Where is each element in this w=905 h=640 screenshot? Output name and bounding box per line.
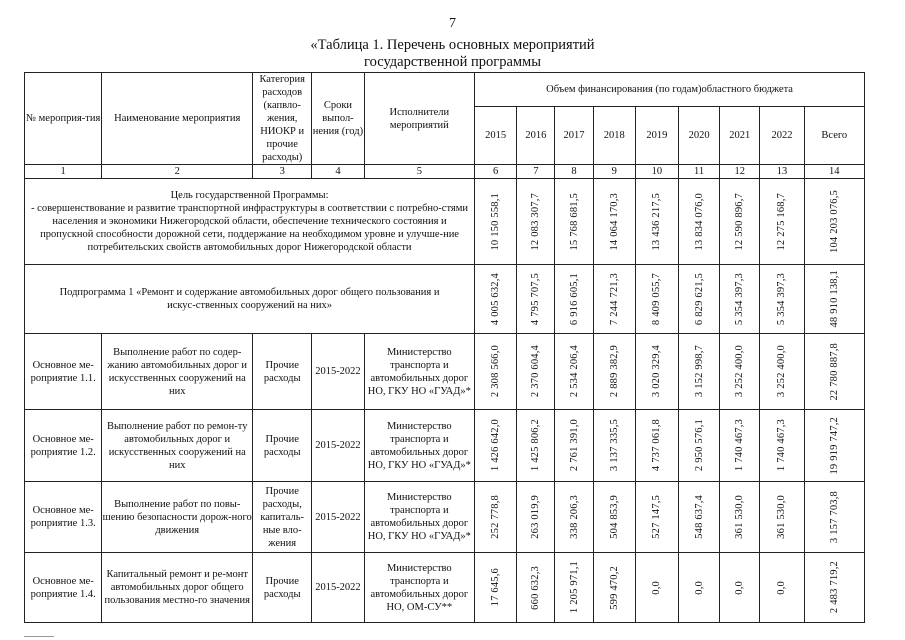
goal-row bbox=[25, 179, 865, 265]
goal-text: Цель государственной Программы: - совершенствование и развитие транспортной инфраструктуры в соответствии с потребно-стями населения и экономики Нижегородской области, обеспечение технического состояния и пропускной способности дорожной сети, поддержание на необходимом уровне и улучше-ние потребительских свойств автомобильных дорог Нижегородской области bbox=[25, 179, 475, 265]
header-year: 2021 bbox=[720, 107, 760, 165]
subprogram-total: 48 910 138,1 bbox=[828, 270, 840, 328]
measure-value: 361 530,0 bbox=[734, 495, 746, 539]
measure-executors: Министерство транспорта и автомобильных дорог НО, ГКУ НО «ГУАД»* bbox=[364, 482, 475, 553]
measure-value: 252 778,8 bbox=[490, 495, 502, 539]
subprogram-value: 6 829 621,5 bbox=[693, 272, 705, 326]
measure-value: 361 530,0 bbox=[776, 495, 788, 539]
measure-value: 0,0 bbox=[651, 580, 663, 595]
goal-value: 12 590 896,7 bbox=[734, 192, 746, 251]
table-title-line-1: «Таблица 1. Перечень основных мероприятий bbox=[310, 37, 595, 53]
measure-value: 4 737 061,8 bbox=[651, 419, 663, 472]
measure-category: Прочие расходы bbox=[253, 553, 312, 623]
column-number: 2 bbox=[102, 165, 253, 179]
goal-total: 104 203 076,5 bbox=[828, 190, 840, 253]
subprogram-text: Подпрограмма 1 «Ремонт и содержание автомобильных дорог общего пользования и искус-ственных сооружений на них» bbox=[25, 265, 475, 334]
measure-name: Капитальный ремонт и ре-монт автомобильных дорог общего пользования местно-го значения bbox=[102, 553, 253, 623]
measure-total: 22 780 887,8 bbox=[828, 342, 840, 401]
measure-value: 1 205 971,1 bbox=[568, 561, 580, 614]
table-title-line-2: государственной программы bbox=[364, 54, 541, 70]
table-title bbox=[0, 37, 905, 71]
measure-value: 2 534 206,4 bbox=[568, 345, 580, 398]
table-row bbox=[25, 553, 865, 623]
column-number: 1 bbox=[25, 165, 102, 179]
measure-value: 3 020 329,4 bbox=[651, 345, 663, 398]
measure-value: 660 632,3 bbox=[530, 565, 542, 610]
measure-value: 527 147,5 bbox=[651, 495, 663, 539]
measure-value: 548 637,4 bbox=[693, 495, 705, 539]
subprogram-value: 8 409 055,7 bbox=[651, 272, 663, 326]
goal-value: 15 768 681,5 bbox=[568, 192, 580, 251]
subprogram-value: 5 354 397,3 bbox=[776, 272, 788, 326]
column-number-row bbox=[25, 165, 865, 179]
measure-executors: Министерство транспорта и автомобильных дорог НО, ГКУ НО «ГУАД»* bbox=[364, 410, 475, 482]
measure-value: 0,0 bbox=[693, 580, 705, 595]
scan-edge-mark bbox=[24, 636, 54, 637]
measure-value: 3 152 998,7 bbox=[693, 345, 705, 398]
measure-value: 599 470,2 bbox=[608, 565, 620, 610]
header-funding: Объем финансирования (по годам)областного бюджета bbox=[475, 73, 865, 107]
measure-value: 263 019,9 bbox=[530, 495, 542, 539]
goal-value: 14 064 170,3 bbox=[608, 192, 620, 251]
column-number: 12 bbox=[720, 165, 760, 179]
header-year: 2016 bbox=[517, 107, 555, 165]
measure-value: 2 889 382,9 bbox=[608, 345, 620, 398]
header-year: 2019 bbox=[635, 107, 678, 165]
measure-value: 3 137 335,5 bbox=[608, 419, 620, 472]
goal-value: 12 275 168,7 bbox=[776, 192, 788, 251]
goal-value: 13 834 076,0 bbox=[693, 192, 705, 251]
measures-table bbox=[24, 72, 865, 623]
measure-value: 0,0 bbox=[776, 580, 788, 595]
measure-terms: 2015-2022 bbox=[312, 410, 364, 482]
measure-value: 2 950 576,1 bbox=[693, 419, 705, 472]
subprogram-row bbox=[25, 265, 865, 334]
column-number: 8 bbox=[555, 165, 593, 179]
subprogram-value: 6 916 605,1 bbox=[568, 272, 580, 326]
table-row bbox=[25, 334, 865, 410]
header-year: 2017 bbox=[555, 107, 593, 165]
goal-value: 10 150 558,1 bbox=[490, 192, 502, 251]
column-number: 7 bbox=[517, 165, 555, 179]
measure-executors: Министерство транспорта и автомобильных дорог НО, ОМ-СУ** bbox=[364, 553, 475, 623]
column-number: 11 bbox=[678, 165, 719, 179]
header-name: Наименование мероприятия bbox=[102, 73, 253, 165]
measure-total: 19 919 747,2 bbox=[828, 416, 840, 475]
header-num: № мероприя-тия bbox=[25, 73, 102, 165]
header-year: 2015 bbox=[475, 107, 517, 165]
table-row bbox=[25, 482, 865, 553]
header-total: Всего bbox=[804, 107, 864, 165]
subprogram-value: 5 354 397,3 bbox=[734, 272, 746, 326]
subprogram-value: 4 005 632,4 bbox=[490, 272, 502, 326]
measure-category: Прочие расходы bbox=[253, 334, 312, 410]
measure-value: 2 308 566,0 bbox=[490, 345, 502, 398]
subprogram-value: 7 244 721,3 bbox=[608, 272, 620, 326]
column-number: 4 bbox=[312, 165, 364, 179]
header-year: 2022 bbox=[760, 107, 804, 165]
header-year: 2020 bbox=[678, 107, 719, 165]
measure-total: 2 483 719,2 bbox=[828, 561, 840, 614]
measure-terms: 2015-2022 bbox=[312, 553, 364, 623]
measure-executors: Министерство транспорта и автомобильных дорог НО, ГКУ НО «ГУАД»* bbox=[364, 334, 475, 410]
table-row bbox=[25, 410, 865, 482]
measure-category: Прочие расходы, капиталь-ные вло-жения bbox=[253, 482, 312, 553]
measure-total: 3 157 703,8 bbox=[828, 490, 840, 544]
column-number: 10 bbox=[635, 165, 678, 179]
measure-num: Основное ме-роприятие 1.2. bbox=[25, 410, 102, 482]
header-terms: Сроки выпол-нения (год) bbox=[312, 73, 364, 165]
measure-value: 2 761 391,0 bbox=[568, 419, 580, 472]
measure-value: 2 370 604,4 bbox=[530, 345, 542, 398]
measure-value: 504 853,9 bbox=[608, 495, 620, 539]
header-year: 2018 bbox=[593, 107, 635, 165]
measure-name: Выполнение работ по ремон-ту автомобильных дорог и искусственных сооружений на них bbox=[102, 410, 253, 482]
column-number: 13 bbox=[760, 165, 804, 179]
column-number: 5 bbox=[364, 165, 475, 179]
measure-num: Основное ме-роприятие 1.1. bbox=[25, 334, 102, 410]
column-number: 9 bbox=[593, 165, 635, 179]
measure-value: 338 206,3 bbox=[568, 495, 580, 539]
measure-num: Основное ме-роприятие 1.4. bbox=[25, 553, 102, 623]
measure-value: 1 740 467,3 bbox=[776, 419, 788, 472]
measure-value: 3 252 400,0 bbox=[734, 345, 746, 398]
measure-terms: 2015-2022 bbox=[312, 482, 364, 553]
measure-value: 1 740 467,3 bbox=[734, 419, 746, 472]
measure-name: Выполнение работ по содер-жанию автомобильных дорог и искусственных сооружений на них bbox=[102, 334, 253, 410]
column-number: 6 bbox=[475, 165, 517, 179]
header-executors: Исполнители мероприятий bbox=[364, 73, 475, 165]
measure-value: 0,0 bbox=[734, 580, 746, 595]
measure-num: Основное ме-роприятие 1.3. bbox=[25, 482, 102, 553]
measure-value: 3 252 400,0 bbox=[776, 345, 788, 398]
column-number: 3 bbox=[253, 165, 312, 179]
measure-value: 17 645,6 bbox=[490, 568, 502, 607]
measure-value: 1 426 642,0 bbox=[490, 419, 502, 472]
header-category: Категория расходов (капвло-жения, НИОКР и прочие расходы) bbox=[253, 73, 312, 165]
subprogram-value: 4 795 707,5 bbox=[530, 272, 542, 326]
measure-category: Прочие расходы bbox=[253, 410, 312, 482]
page-number: 7 bbox=[449, 16, 456, 31]
goal-value: 12 083 307,7 bbox=[530, 192, 542, 251]
measure-value: 1 425 806,2 bbox=[530, 419, 542, 472]
column-number: 14 bbox=[804, 165, 864, 179]
goal-value: 13 436 217,5 bbox=[651, 192, 663, 251]
measure-name: Выполнение работ по повы-шению безопасности дорож-ного движения bbox=[102, 482, 253, 553]
measure-terms: 2015-2022 bbox=[312, 334, 364, 410]
